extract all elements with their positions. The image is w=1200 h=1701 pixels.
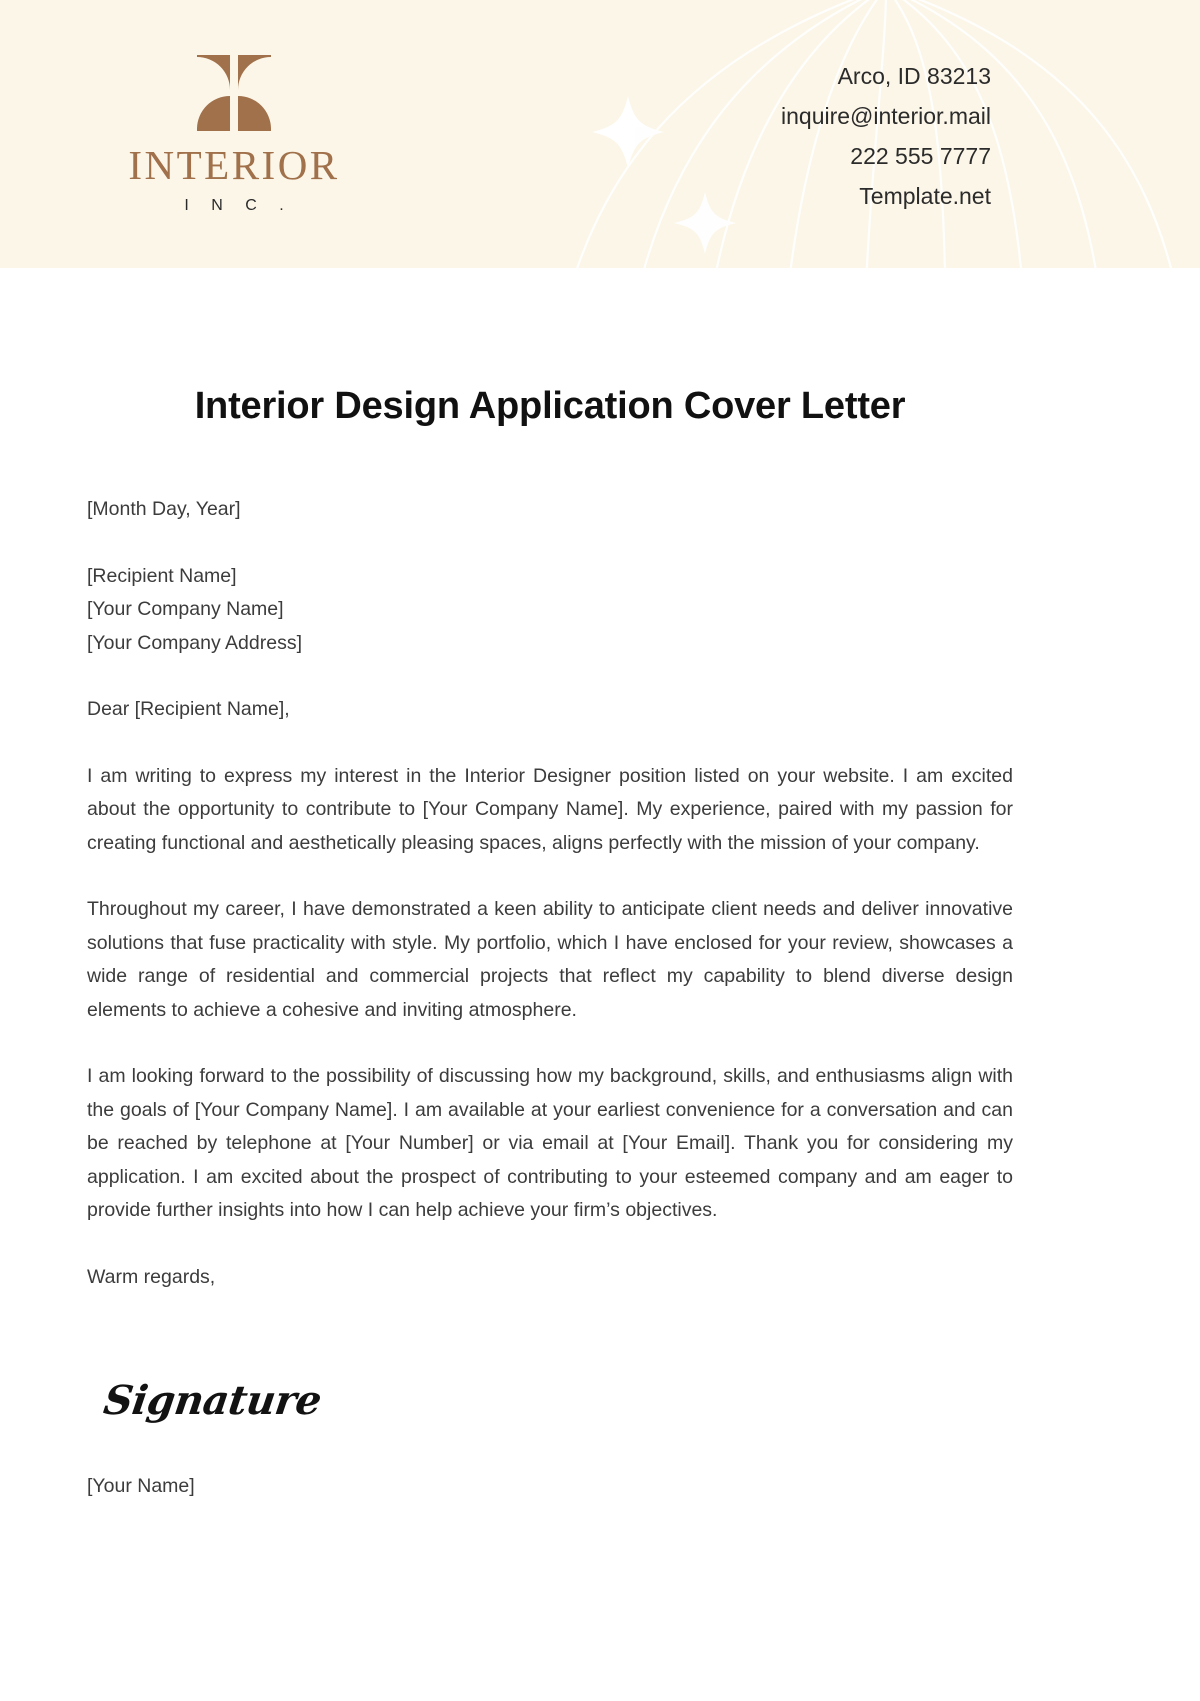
page-title: Interior Design Application Cover Letter [194, 385, 906, 427]
contact-info [781, 56, 991, 216]
contact-email[interactable]: inquire@interior.mail [781, 103, 991, 129]
contact-website[interactable]: Template.net [859, 183, 991, 209]
contact-phone[interactable]: 222 555 7777 [850, 143, 991, 169]
handwritten-signature: Signature [100, 1377, 325, 1424]
recipient-company: [Your Company Name] [87, 598, 284, 620]
brand-logo [110, 55, 358, 215]
interior-inc-logo-mark-icon [197, 55, 271, 131]
letter-paragraph: Throughout my career, I have demonstrated a keen ability to anticipate client needs and deliver innovative solutions that fuse practicality with style. My portfolio, which I have enclosed for your review, showcases a wide range of residential and commercial projects that reflect my capability to blend diverse design elements to achieve a cohesive and inviting atmosphere. [87, 898, 1013, 1021]
letterhead-header [0, 0, 1200, 268]
brand-name: INTERIOR [128, 142, 340, 188]
contact-address: Arco, ID 83213 [837, 63, 991, 89]
letter-date: [Month Day, Year] [87, 498, 241, 520]
recipient-name: [Recipient Name] [87, 564, 237, 587]
signature-area [87, 1327, 1013, 1426]
closing-salutation: Warm regards, [87, 1265, 216, 1288]
letter-paragraph: I am looking forward to the possibility of discussing how my background, skills, and enthusiasms align with the goals of [Your Company Name]. I am available at your earliest convenience for a conversation and can be reached by telephone at [Your Number] or via email at [Your Email]. Thank you for considering my application. I am excited about the prospect of contributing to your esteemed company and am eager to provide further insights into how I can help achieve your firm’s objectives. [87, 1065, 1013, 1221]
letter-paragraph: I am writing to express my interest in the Interior Designer position listed on your website. I am excited about the opportunity to contribute to [Your Company Name]. My experience, paired with my passion for creating functional and aesthetically pleasing spaces, aligns perfectly with the mission of your company. [87, 764, 1013, 854]
recipient-address: [Your Company Address] [87, 631, 302, 654]
letter-body [87, 493, 1013, 1503]
signer-name: [Your Name] [87, 1474, 195, 1497]
salutation: Dear [Recipient Name], [87, 698, 290, 720]
brand-suffix: I N C . [184, 197, 293, 214]
